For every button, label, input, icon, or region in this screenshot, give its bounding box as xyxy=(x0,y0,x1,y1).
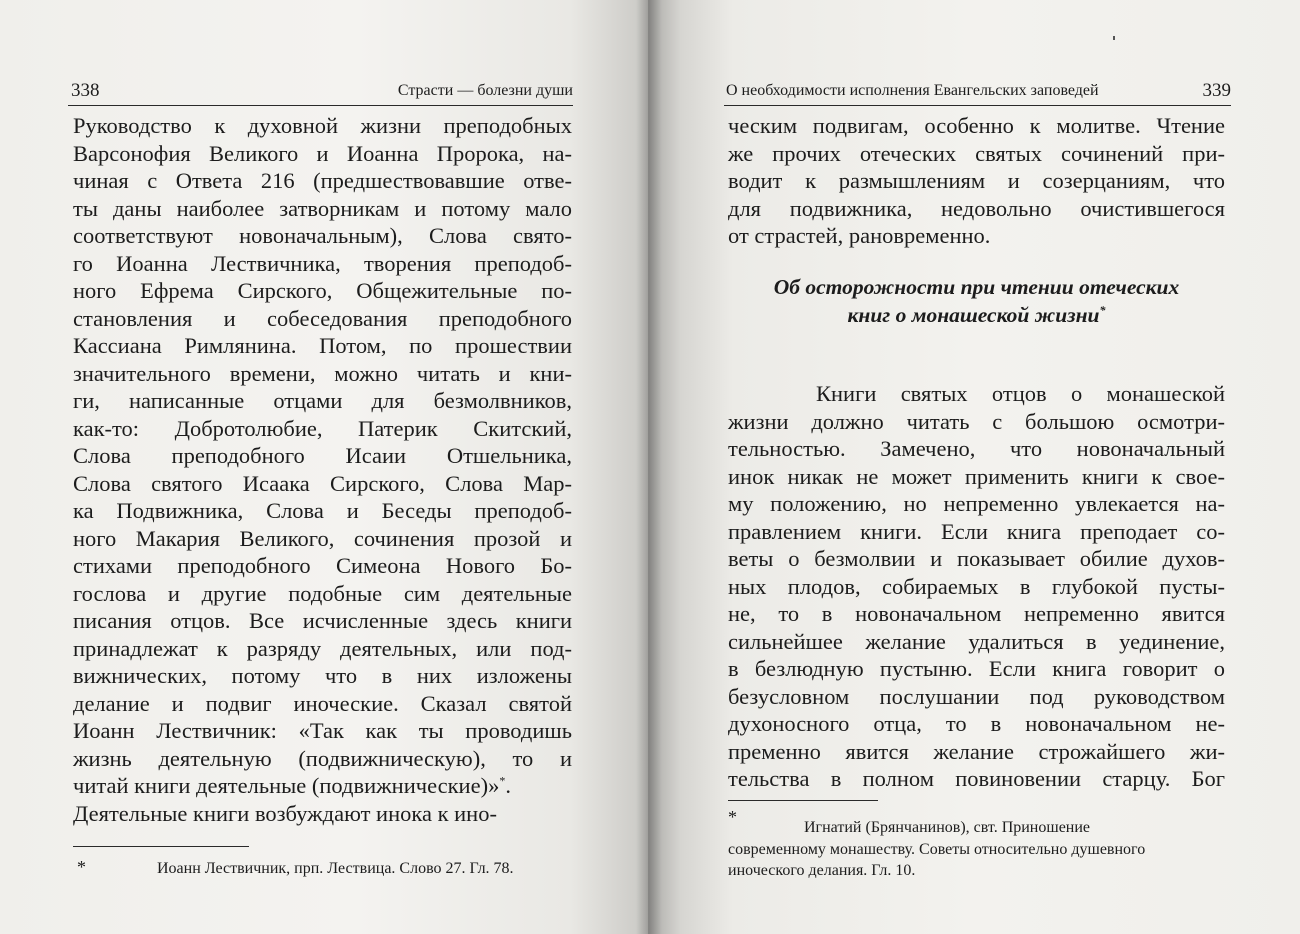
text-line-content: вижнических, потому что в них изложены xyxy=(73,663,572,688)
right-running-title: О необходимости исполнения Евангельских заповедей xyxy=(726,82,1099,99)
right-page-number: 339 xyxy=(1202,80,1231,101)
text-line-content: принадлежат к разряду деятельных, или под- xyxy=(73,635,572,661)
text-line xyxy=(728,738,1225,766)
text-line-content: стихами преподобного Симеона Нового Бо- xyxy=(73,553,572,578)
left-body-text xyxy=(73,112,572,827)
footnote-line: современному монашеству. Советы относительно душевного xyxy=(728,840,1146,858)
left-footnote: Иоанн Лествичник, прп. Лествица. Слово 27. Гл. 78. xyxy=(157,860,514,877)
text-line-content: Книги святых отцов о монашеской xyxy=(816,381,1225,406)
text-line-content: ных плодов, собираемых в глубокой пусты- xyxy=(728,573,1225,599)
text-line xyxy=(728,545,1225,573)
text-line-content: для подвижника, недовольно очистившегося xyxy=(728,195,1225,221)
right-page xyxy=(648,0,1300,934)
heading-line-2 xyxy=(728,302,1225,330)
text-line-content: сильнейшее желание удалиться в уединение, xyxy=(728,628,1225,654)
text-line xyxy=(73,772,572,800)
text-line xyxy=(728,573,1225,601)
text-line xyxy=(73,387,572,415)
section-heading xyxy=(728,274,1225,329)
text-line-content: как-то: Добротолюбие, Патерик Скитский, xyxy=(73,415,572,441)
text-line-content: ного Ефрема Сирского, Общежительные по- xyxy=(73,278,572,303)
heading-line-1: Об осторожности при чтении отеческих xyxy=(773,275,1180,299)
text-line xyxy=(73,800,572,828)
left-page xyxy=(0,0,648,934)
text-line xyxy=(728,490,1225,518)
left-running-head xyxy=(68,79,573,106)
text-line xyxy=(728,628,1225,656)
text-line xyxy=(73,635,572,663)
text-line-content: безусловном послушании под руководством xyxy=(728,683,1225,709)
text-line-content: в безлюдную пустыню. Если книга говорит о xyxy=(728,656,1225,681)
right-running-head xyxy=(724,79,1231,106)
text-line xyxy=(73,195,572,223)
text-line-content: водит к размышлениям и созерцаниям, что xyxy=(728,168,1225,193)
text-line-content: значительного времени, можно читать и кни- xyxy=(73,360,572,386)
text-line-period: . xyxy=(505,773,511,798)
text-line xyxy=(728,710,1225,738)
text-line-content: му положению, но непременно увлекается на- xyxy=(728,491,1225,516)
text-line xyxy=(728,380,1225,408)
text-line xyxy=(73,415,572,443)
text-line xyxy=(73,332,572,360)
text-line-content: жизни должно читать с большою осмотри- xyxy=(728,408,1225,434)
text-line-content: тельства в полном повиновении старцу. Бог xyxy=(728,766,1225,791)
footnote-line: Игнатий (Брянчанинов), свт. Приношение xyxy=(804,819,1091,836)
right-footnote-marker: * xyxy=(728,807,737,827)
text-line xyxy=(728,112,1225,140)
text-line-content: ты даны наиболее затворникам и потому мало xyxy=(73,195,572,221)
text-line xyxy=(728,518,1225,546)
text-line xyxy=(73,552,572,580)
paper-speck xyxy=(1113,36,1115,40)
left-footnote-marker: * xyxy=(77,857,86,877)
text-line xyxy=(728,683,1225,711)
text-line xyxy=(73,167,572,195)
text-line xyxy=(728,140,1225,168)
text-line-content: правлением книги. Если книга преподает со- xyxy=(728,518,1225,544)
text-line-content: духоносного отца, то в новоначальном не- xyxy=(728,711,1225,736)
text-line xyxy=(73,250,572,278)
text-line-content: ка Подвижника, Слова и Беседы преподоб- xyxy=(73,498,572,523)
text-line-content: читай книги деятельные (подвижнические)» xyxy=(73,773,500,798)
right-top-text xyxy=(728,112,1225,250)
text-line-content: Слова святого Исаака Сирского, Слова Мар- xyxy=(73,470,572,496)
text-line-content: писания отцов. Все исчисленные здесь книги xyxy=(73,608,572,633)
text-line-content: веты о безмолвии и показывает обилие духов- xyxy=(728,546,1225,571)
right-footnote xyxy=(728,817,1228,882)
text-line-content: становления и собеседования преподобного xyxy=(73,305,572,331)
text-line xyxy=(73,222,572,250)
heading-line-2-text: книг о монашеской жизни xyxy=(847,302,1100,327)
text-line xyxy=(73,140,572,168)
text-line xyxy=(73,442,572,470)
text-line-content: ческим подвигам, особенно к молитве. Чтение xyxy=(728,113,1225,138)
left-running-title: Страсти — болезни души xyxy=(397,82,573,99)
text-line xyxy=(73,690,572,718)
right-footnote-rule xyxy=(728,800,878,801)
text-line xyxy=(728,765,1225,793)
left-page-number: 338 xyxy=(71,80,100,101)
text-line-content: гослова и другие подобные сим деятельные xyxy=(73,580,572,606)
text-line xyxy=(73,497,572,525)
text-line-content: пременно явится желание строжайшего жи- xyxy=(728,738,1225,764)
text-line xyxy=(73,360,572,388)
text-line-content: го Иоанна Лествичника, творения преподоб- xyxy=(73,250,572,276)
footnote-line: иноческого делания. Гл. 10. xyxy=(728,862,916,879)
text-line xyxy=(73,580,572,608)
text-line xyxy=(728,408,1225,436)
text-line-content: ного Макария Великого, сочинения прозой и xyxy=(73,525,572,551)
text-line-content: от страстей, рановременно. xyxy=(728,223,991,248)
text-line-content: тельностью. Замечено, что новоначальный xyxy=(728,436,1225,461)
text-line-content: ги, написанные отцами для безмолвников, xyxy=(73,388,572,413)
text-line-content: Деятельные книги возбуждают инока к ино- xyxy=(73,800,497,826)
text-line xyxy=(73,607,572,635)
text-line xyxy=(73,277,572,305)
text-line xyxy=(728,222,1225,250)
text-line-content: Слова преподобного Исаии Отшельника, xyxy=(73,443,572,468)
text-line-content: Иоанн Лествичник: «Так как ты проводишь xyxy=(73,718,572,743)
text-line xyxy=(728,463,1225,491)
text-line xyxy=(73,305,572,333)
footnote-reference: * xyxy=(499,773,506,788)
book-gutter-shadow xyxy=(636,0,662,934)
text-line-content: чиная с Ответа 216 (предшествовавшие отве- xyxy=(73,168,572,193)
text-line-content: Руководство к духовной жизни преподобных xyxy=(73,113,572,138)
text-line-content: Варсонофия Великого и Иоанна Пророка, на- xyxy=(73,140,572,166)
text-line xyxy=(73,745,572,773)
text-line xyxy=(728,167,1225,195)
text-line xyxy=(73,112,572,140)
text-line xyxy=(728,600,1225,628)
text-line-content: соответствуют новоначальным), Слова свято- xyxy=(73,223,572,248)
heading-footnote-marker: * xyxy=(1099,302,1106,317)
text-line-content: не, то в новоначальном непременно явится xyxy=(728,601,1225,626)
text-line xyxy=(73,470,572,498)
right-body-text xyxy=(728,380,1225,793)
text-line-content: инок никак не может применить книги к свое- xyxy=(728,463,1225,489)
text-line xyxy=(728,195,1225,223)
text-line-content: делание и подвиг иноческие. Сказал святой xyxy=(73,690,572,716)
left-footnote-rule xyxy=(73,846,249,847)
text-line xyxy=(728,655,1225,683)
text-line-content: жизнь деятельную (подвижническую), то и xyxy=(73,745,572,771)
text-line-content: Кассиана Римлянина. Потом, по прошествии xyxy=(73,333,572,358)
text-line xyxy=(728,435,1225,463)
text-line xyxy=(73,717,572,745)
text-line xyxy=(73,525,572,553)
text-line xyxy=(73,662,572,690)
text-line-content: же прочих отеческих святых сочинений при- xyxy=(728,140,1225,166)
